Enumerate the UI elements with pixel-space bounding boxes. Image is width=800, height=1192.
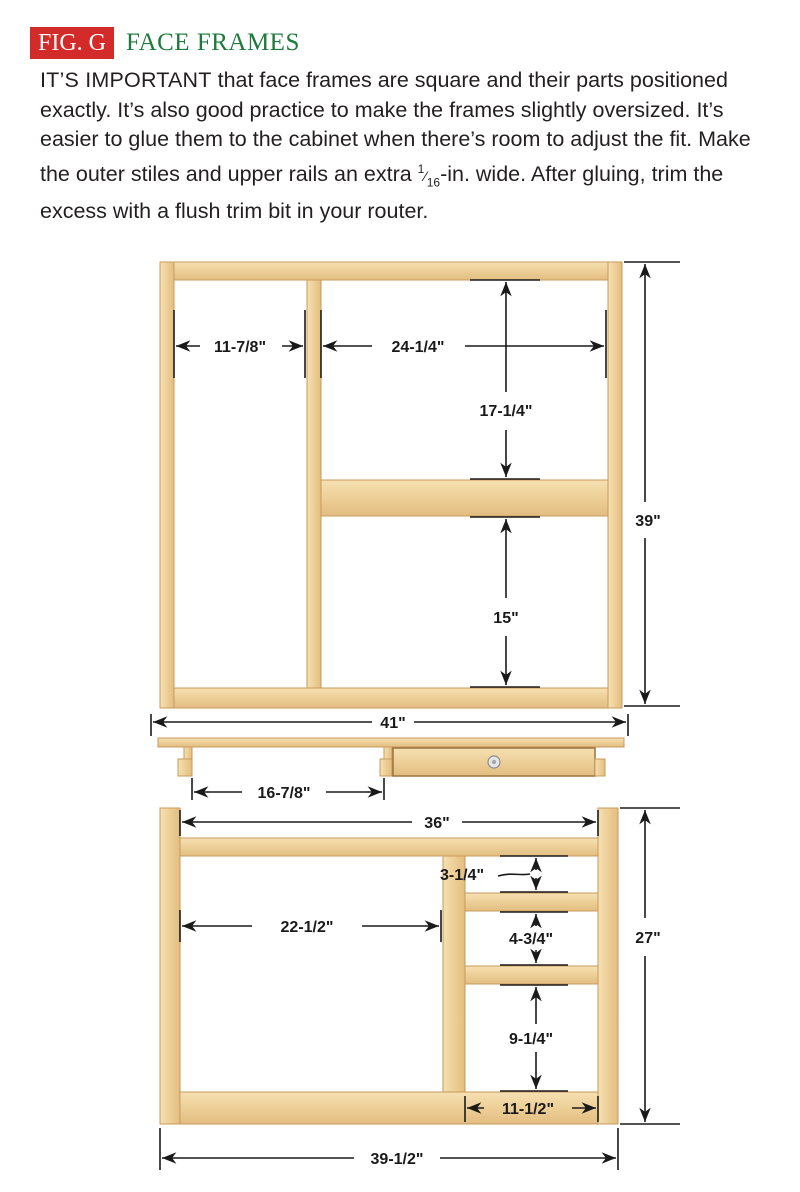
dim-label-upper-left-opening: 11-7/8"	[213, 339, 267, 356]
dim-label-upper-overall-height: 39"	[635, 513, 661, 530]
dim-label-drawer-opening-1: 4-3/4"	[508, 931, 554, 948]
upper-center-stile	[307, 280, 321, 688]
intro-paragraph: IT’S IMPORTANT that face frames are square and their parts positioned exactly. It’s also good practice to make the frames slightly oversized. It’s easier to glue them to the cabinet when there’s room to adjust the fit. Make the outer stiles and upper rails an extra $^1⁄_{16}-in$. wide. After gluing, trim the excess with a flush trim bit in your router.	[40, 68, 751, 224]
figure-label-badge: FIG. G	[30, 27, 114, 59]
dim-label-lower-overall-width: 39-1/2"	[370, 1151, 424, 1168]
fraction-numerator: 1	[417, 161, 425, 176]
lower-drawer-rail-2	[465, 966, 598, 984]
upper-left-stile	[160, 262, 174, 708]
dim-label-stile-offset: 16-7/8"	[257, 785, 311, 802]
top-view-left-stile-block	[178, 759, 192, 776]
top-view	[158, 738, 624, 776]
top-view-rail	[158, 738, 624, 747]
intro-lead: IT’S IMPORTANT	[40, 68, 212, 92]
upper-dimension-labels	[214, 339, 661, 732]
intro-body-1: that face frames are square and their parts positioned exactly. It’s also good practice to make the frames slightly oversized. It’s easier to glue them to the cabinet when there’s room to adjust the fit. Make the outer stiles and upper rails an extra	[40, 68, 751, 186]
dim-label-drawer-width: 11-1/2"	[501, 1101, 555, 1118]
lower-drawer-rail-1	[465, 893, 598, 911]
dim-label-drawer-rail-gap: 3-1/4"	[439, 867, 485, 884]
dim-label-lower-inner-width: 36"	[424, 815, 450, 832]
upper-face-frame	[160, 262, 622, 708]
dim-label-lower-overall-height: 27"	[635, 930, 661, 947]
upper-mid-rail	[321, 480, 608, 516]
top-view-center-stile-tenon	[384, 747, 392, 759]
dim-label-upper-opening-height: 17-1/4"	[479, 403, 533, 420]
lower-top-rail	[180, 838, 598, 856]
upper-bottom-rail	[160, 688, 622, 708]
lower-center-stile	[443, 856, 465, 1092]
dim-label-drawer-opening-2: 9-1/4"	[508, 1031, 554, 1048]
figure-title: FACE FRAMES	[126, 29, 300, 56]
dim-label-lower-left-opening: 22-1/2"	[280, 919, 334, 936]
dim-label-lower-opening-height: 15"	[493, 610, 519, 627]
dim-label-upper-overall-width: 41"	[380, 715, 406, 732]
fraction-denominator: 16	[426, 174, 441, 189]
top-view-center-stile-block	[380, 759, 392, 776]
lower-left-stile	[160, 808, 180, 1124]
dim-label-upper-right-opening: 24-1/4"	[391, 339, 445, 356]
top-view-right-stile-block	[595, 759, 605, 776]
top-view-left-stile-tenon	[184, 747, 192, 759]
upper-right-stile	[608, 262, 622, 708]
intro-body-2: -in. wide. After gluing, trim the excess with a flush trim bit in your router.	[40, 161, 724, 224]
lower-right-stile	[598, 808, 618, 1124]
upper-top-rail	[160, 262, 622, 280]
